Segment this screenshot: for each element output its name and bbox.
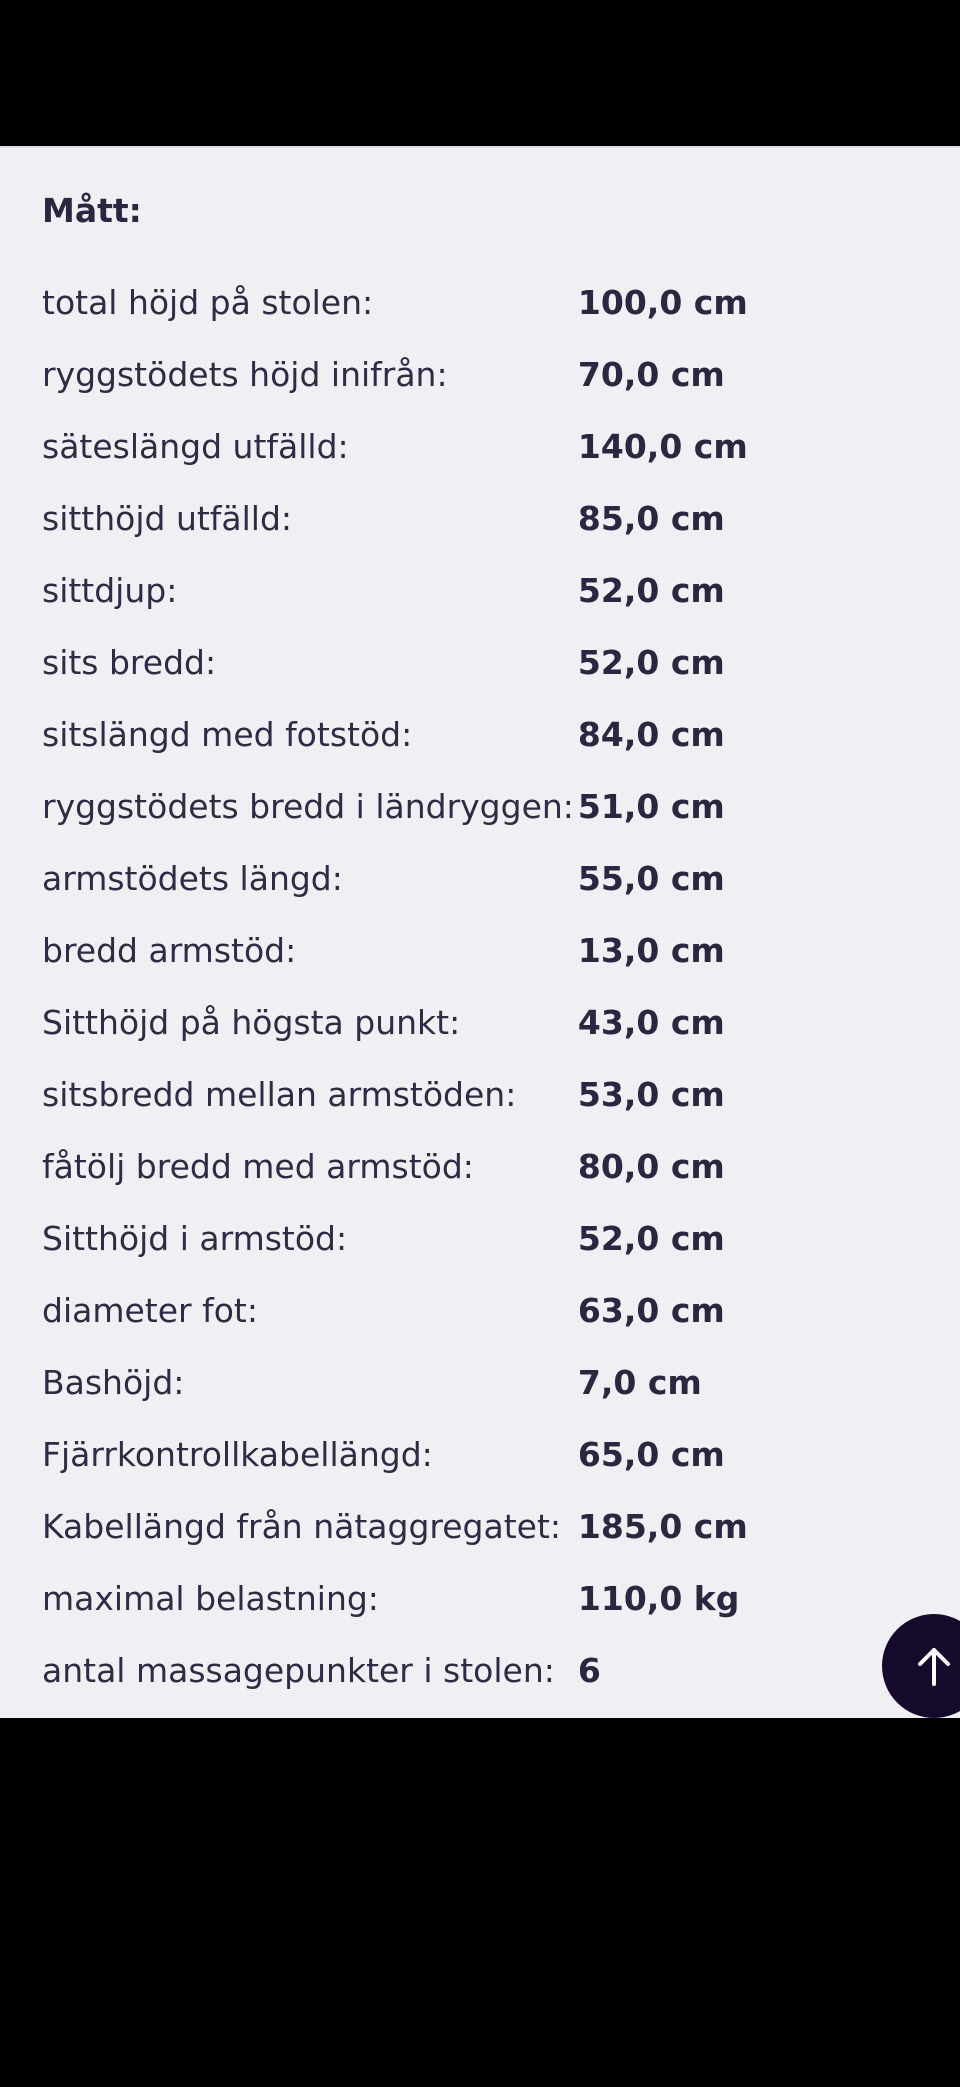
spec-label: maximal belastning: bbox=[42, 1578, 379, 1618]
spec-label: sits bredd: bbox=[42, 642, 217, 682]
spec-label: sitthöjd utfälld: bbox=[42, 498, 293, 538]
spec-table bbox=[42, 266, 748, 1706]
spec-row bbox=[42, 410, 748, 482]
spec-value: 52,0 cm bbox=[577, 1218, 725, 1258]
spec-label: ryggstödets bredd i ländryggen: bbox=[42, 786, 574, 826]
spec-value: 100,0 cm bbox=[577, 282, 748, 322]
spec-row bbox=[42, 1058, 748, 1130]
spec-value: 65,0 cm bbox=[577, 1434, 725, 1474]
scroll-to-top-button[interactable] bbox=[882, 1614, 960, 1718]
spec-label: Bashöjd: bbox=[42, 1362, 185, 1402]
spec-label: armstödets längd: bbox=[42, 858, 343, 898]
specifications-panel bbox=[0, 146, 960, 1718]
spec-value: 80,0 cm bbox=[577, 1146, 725, 1186]
spec-value: 84,0 cm bbox=[577, 714, 725, 754]
spec-row bbox=[42, 482, 748, 554]
spec-value: 110,0 kg bbox=[577, 1578, 740, 1618]
spec-value: 13,0 cm bbox=[577, 930, 725, 970]
spec-value: 51,0 cm bbox=[577, 786, 725, 826]
spec-value: 85,0 cm bbox=[577, 498, 725, 538]
spec-value: 140,0 cm bbox=[577, 426, 748, 466]
spec-row bbox=[42, 1130, 748, 1202]
spec-row bbox=[42, 1346, 748, 1418]
spec-value: 43,0 cm bbox=[577, 1002, 725, 1042]
spec-value: 6 bbox=[577, 1650, 601, 1690]
spec-label: säteslängd utfälld: bbox=[42, 426, 349, 466]
top-black-bar bbox=[0, 0, 960, 146]
spec-label: Kabellängd från nätaggregatet: bbox=[42, 1506, 562, 1546]
spec-label: Fjärrkontrollkabellängd: bbox=[42, 1434, 433, 1474]
spec-row bbox=[42, 1418, 748, 1490]
spec-row bbox=[42, 914, 748, 986]
spec-row bbox=[42, 1562, 748, 1634]
spec-row bbox=[42, 554, 748, 626]
spec-row bbox=[42, 698, 748, 770]
spec-row bbox=[42, 1274, 748, 1346]
spec-label: bredd armstöd: bbox=[42, 930, 297, 970]
spec-value: 63,0 cm bbox=[577, 1290, 725, 1330]
spec-label: diameter fot: bbox=[42, 1290, 258, 1330]
spec-label: sittdjup: bbox=[42, 570, 178, 610]
spec-label: Sitthöjd på högsta punkt: bbox=[42, 1002, 461, 1042]
spec-value: 55,0 cm bbox=[577, 858, 725, 898]
spec-row bbox=[42, 842, 748, 914]
spec-row bbox=[42, 266, 748, 338]
spec-label: ryggstödets höjd inifrån: bbox=[42, 354, 448, 394]
spec-value: 70,0 cm bbox=[577, 354, 725, 394]
spec-label: sitsbredd mellan armstöden: bbox=[42, 1074, 517, 1114]
spec-row bbox=[42, 338, 748, 410]
spec-label: fåtölj bredd med armstöd: bbox=[42, 1146, 474, 1186]
spec-row bbox=[42, 1634, 748, 1706]
spec-row bbox=[42, 986, 748, 1058]
spec-value: 52,0 cm bbox=[577, 570, 725, 610]
spec-row bbox=[42, 1202, 748, 1274]
spec-label: sitslängd med fotstöd: bbox=[42, 714, 413, 754]
spec-value: 185,0 cm bbox=[577, 1506, 748, 1546]
spec-row bbox=[42, 1490, 748, 1562]
section-heading: Mått: bbox=[42, 191, 142, 230]
spec-row bbox=[42, 770, 748, 842]
spec-value: 7,0 cm bbox=[577, 1362, 702, 1402]
bottom-black-bar bbox=[0, 1718, 960, 2087]
arrow-up-icon bbox=[912, 1644, 956, 1688]
spec-label: total höjd på stolen: bbox=[42, 282, 374, 322]
spec-table-body bbox=[42, 266, 748, 1706]
spec-label: Sitthöjd i armstöd: bbox=[42, 1218, 348, 1258]
spec-label: antal massagepunkter i stolen: bbox=[42, 1650, 555, 1690]
spec-value: 52,0 cm bbox=[577, 642, 725, 682]
spec-row bbox=[42, 626, 748, 698]
spec-value: 53,0 cm bbox=[577, 1074, 725, 1114]
